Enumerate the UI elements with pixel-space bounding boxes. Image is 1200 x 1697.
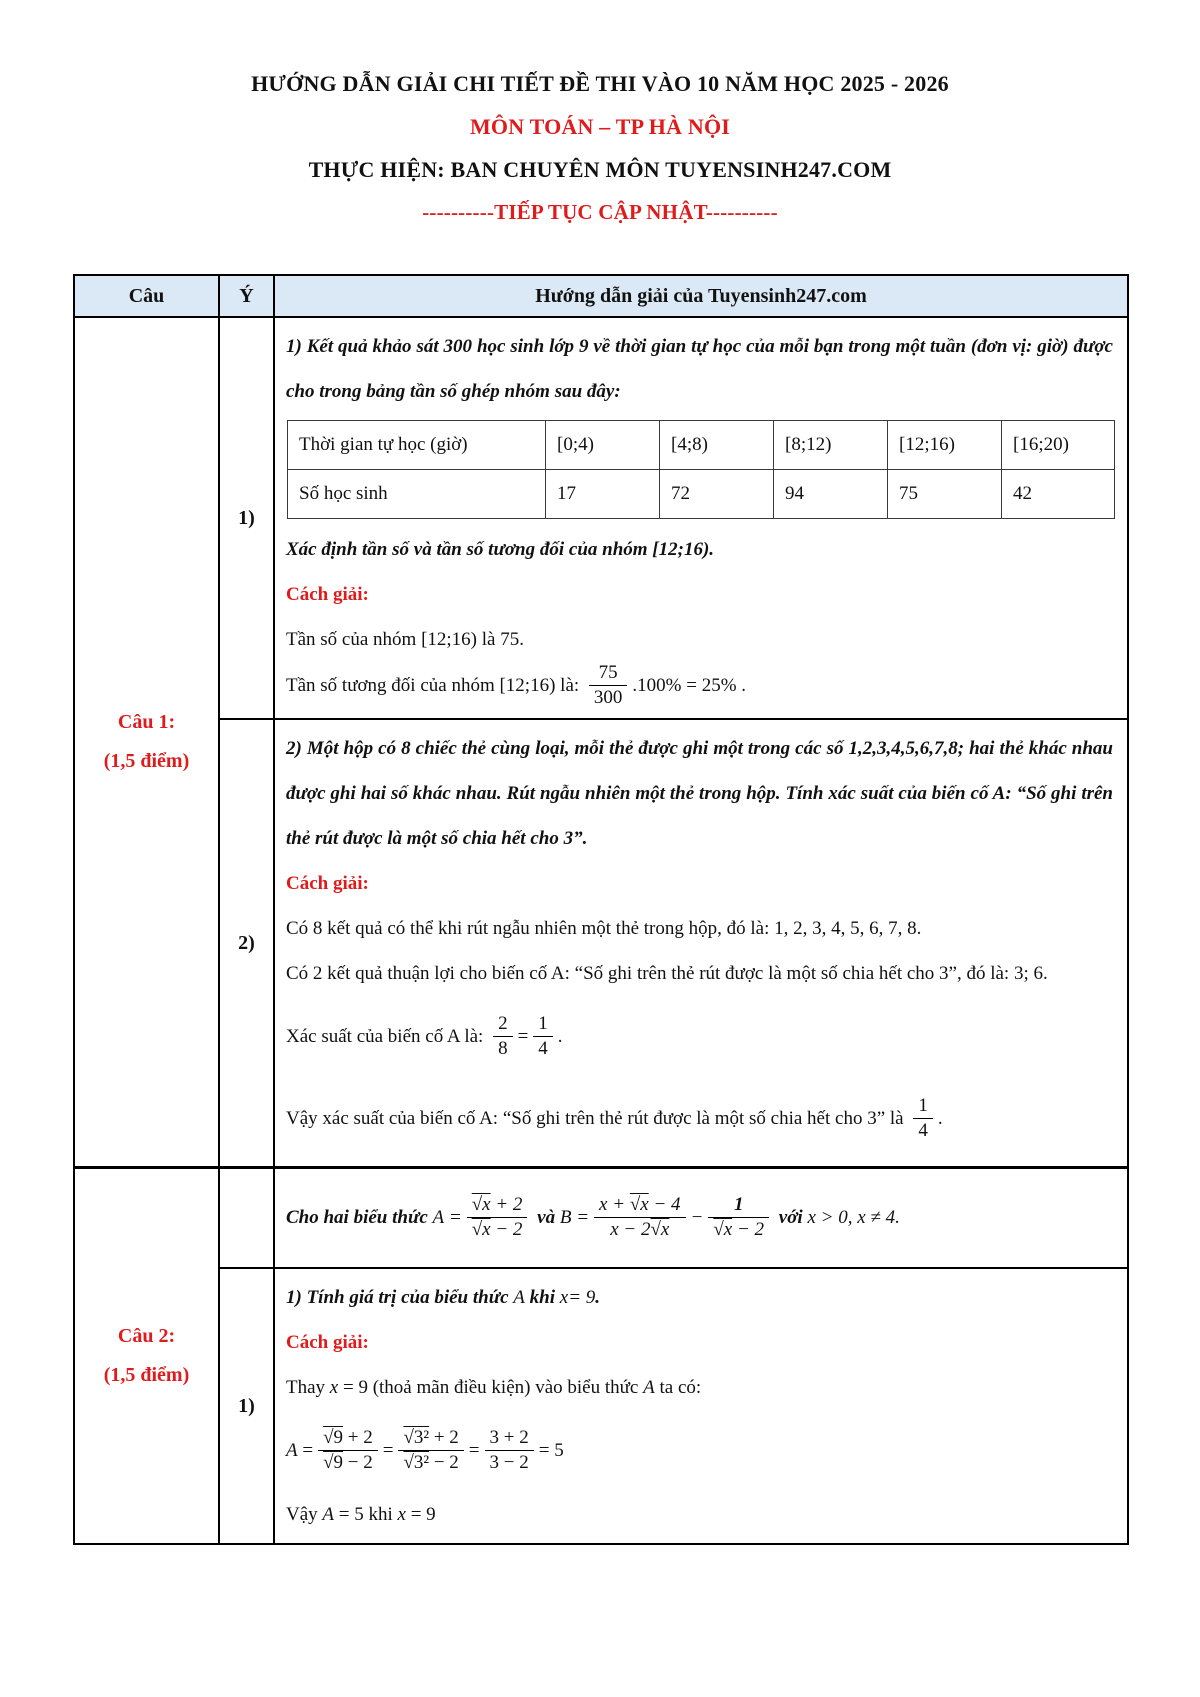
cau1-part2-solution-line4 xyxy=(286,1078,1113,1160)
cau2-intro-content xyxy=(274,1168,1128,1269)
cau1-part1-problem: 1) Kết quả khảo sát 300 học sinh lớp 9 về thời gian tự học của mỗi bạn trong một tuần (đơn vị: giờ) được cho trong bảng tần số ghép nhóm sau đây: xyxy=(286,336,1113,402)
line4-text: Vậy xác suất của biến cố A: “Số ghi trên thẻ rút được là một số chia hết cho 3” là xyxy=(286,1108,904,1129)
cau1-part1-content xyxy=(274,317,1128,719)
cau2-part1-content xyxy=(274,1268,1128,1544)
cau1-part2-row xyxy=(74,719,1128,1168)
cau2-part1-marker: 1) xyxy=(219,1268,274,1544)
equals-sign: = xyxy=(517,1026,529,1047)
cau1-part1-solution-line2 xyxy=(286,662,1113,712)
freq-header-cell: [0;4) xyxy=(546,421,660,470)
condition: x > 0, x ≠ 4. xyxy=(807,1207,900,1228)
cau1-part1-row xyxy=(74,317,1128,719)
cau2-points: (1,5 điểm) xyxy=(103,1364,190,1386)
cau1-points: (1,5 điểm) xyxy=(103,750,190,772)
column-header-y: Ý xyxy=(219,275,274,317)
column-header-cau: Câu xyxy=(74,275,219,317)
freq-value-cell: 94 xyxy=(774,470,888,519)
line4-period: . xyxy=(937,1108,943,1129)
fraction-sqrt3sq: $\frac{\text{√3² + 2}}{\text{√3² − 2}}$ xyxy=(398,1425,463,1475)
freq-value-cell: 72 xyxy=(660,470,774,519)
fraction-75-300: $\frac{75}{300}$ xyxy=(589,660,628,710)
solution-heading: Cách giải: xyxy=(286,1332,369,1353)
cau1-part2-marker: 2) xyxy=(219,719,274,1168)
freq-header-cell: [8;12) xyxy=(774,421,888,470)
fraction-2-8: $\frac{2}{8}$ xyxy=(493,1011,513,1061)
freq-header-cell: [12;16) xyxy=(888,421,1002,470)
line2-result: .100% = 25% . xyxy=(632,675,747,697)
freq-value-cell: 75 xyxy=(888,470,1002,519)
page-title: HƯỚNG DẪN GIẢI CHI TIẾT ĐỀ THI VÀO 10 NĂM HỌC 2025 - 2026 xyxy=(251,71,949,96)
document-header xyxy=(0,0,1200,226)
fraction-B2: $\frac{1}{√x - 2}$ xyxy=(708,1192,769,1242)
cau2-label: Câu 2: xyxy=(117,1325,176,1347)
frequency-table-header-row xyxy=(288,421,1115,470)
frequency-table-value-row xyxy=(288,470,1115,519)
fraction-1-4: $\frac{1}{4}$ xyxy=(533,1011,553,1061)
freq-value-cell: Số học sinh xyxy=(288,470,546,519)
update-note: ----------TIẾP TỤC CẬP NHẬT---------- xyxy=(422,200,778,224)
cau2-intro-formula xyxy=(286,1175,1113,1261)
expression-A: A = $\frac{√x + 2}{√x - 2}$ xyxy=(433,1207,533,1228)
subject-line: MÔN TOÁN – TP HÀ NỘI xyxy=(469,114,731,139)
freq-header-cell: Thời gian tự học (giờ) xyxy=(288,421,546,470)
intro-lead: Cho hai biểu thức xyxy=(286,1207,428,1228)
cau1-part2-problem: 2) Một hộp có 8 chiếc thẻ cùng loại, mỗi thẻ được ghi một trong các số 1,2,3,4,5,6,7,8; hai thẻ khác nhau được ghi hai số khác nhau. Rút ngẫu nhiên một thẻ trong hộp. Tính xác suất của biến cố A: “Số ghi trên thẻ rút được là một số chia hết cho 3”. xyxy=(286,738,1113,849)
line2-text: Tần số tương đối của nhóm [12;16) là: xyxy=(286,675,580,697)
cau1-part2-solution-line1: Có 8 kết quả có thể khi rút ngẫu nhiên một thẻ trong hộp, đó là: 1, 2, 3, 4, 5, 6, 7, 8. xyxy=(286,918,922,939)
freq-header-cell: [4;8) xyxy=(660,421,774,470)
line3-period: . xyxy=(557,1026,563,1047)
cau1-part1-solution-line1: Tần số của nhóm [12;16) là 75. xyxy=(286,629,524,650)
fraction-1-4: $\frac{1}{4}$ xyxy=(913,1093,933,1143)
fraction-sqrt9: $\frac{√9 + 2}{√9 - 2}$ xyxy=(318,1425,378,1475)
minus-sign: − xyxy=(690,1207,704,1228)
cau1-label: Câu 1: xyxy=(117,711,176,733)
fraction-A: $\frac{√x + 2}{√x - 2}$ xyxy=(467,1192,528,1242)
cau2-intro-row xyxy=(74,1168,1128,1269)
cau1-part1-marker: 1) xyxy=(219,317,274,719)
cau2-part1-evaluation: A = $\frac{√9 + 2}{√9 - 2}$ = $\frac{\text{√3² + 2}}{\text{√3² − 2}}$ = $\frac{3 + 2}{3 - 2}$ = 5 xyxy=(286,1426,564,1473)
fraction-B1: $\frac{x + √x - 4}{x - 2√x}$ xyxy=(594,1192,685,1242)
frequency-table xyxy=(287,420,1115,519)
cau1-part2-solution-line3 xyxy=(286,996,1113,1078)
fraction-3plus2: $\frac{3 + 2}{3 - 2}$ xyxy=(485,1425,534,1475)
solution-table-header-row xyxy=(74,275,1128,317)
cau2-part1-row xyxy=(74,1268,1128,1544)
equals-sign: = xyxy=(468,1440,480,1461)
with-word: với xyxy=(778,1207,803,1228)
cau1-part2-solution-line2: Có 2 kết quả thuận lợi cho biến cố A: “Số ghi trên thẻ rút được là một số chia hết cho 3”, đó là: 3; 6. xyxy=(286,963,1048,984)
cau1-part1-task: Xác định tần số và tần số tương đối của nhóm [12;16). xyxy=(286,539,715,560)
solution-heading: Cách giải: xyxy=(286,873,369,894)
cau1-question-cell xyxy=(74,317,219,1168)
freq-header-cell: [16;20) xyxy=(1002,421,1115,470)
cau2-intro-marker-empty xyxy=(219,1168,274,1269)
freq-value-cell: 17 xyxy=(546,470,660,519)
column-header-guide: Hướng dẫn giải của Tuyensinh247.com xyxy=(274,275,1128,317)
cau1-part2-content xyxy=(274,719,1128,1168)
result-value: = 5 xyxy=(538,1440,564,1461)
cau2-part1-substitution-line: Thay x = 9 (thoả mãn điều kiện) vào biểu thức A ta có: xyxy=(286,1377,702,1398)
and-word: và xyxy=(537,1207,556,1228)
freq-value-cell: 42 xyxy=(1002,470,1115,519)
solution-table xyxy=(73,274,1129,1545)
cau2-part1-conclusion: Vậy A = 5 khi x = 9 xyxy=(286,1504,436,1525)
equals-sign: = xyxy=(382,1440,394,1461)
credit-line: THỰC HIỆN: BAN CHUYÊN MÔN TUYENSINH247.COM xyxy=(308,157,892,182)
cau2-part1-title: 1) Tính giá trị của biểu thức A khi x= 9. xyxy=(286,1287,601,1308)
cau2-question-cell xyxy=(74,1168,219,1545)
line3-text: Xác suất của biến cố A là: xyxy=(286,1026,484,1047)
expression-B: B = $\frac{x + √x - 4}{x - 2√x}$ − $\frac{1}{√x - 2}$ xyxy=(560,1207,774,1228)
solution-heading: Cách giải: xyxy=(286,584,369,605)
